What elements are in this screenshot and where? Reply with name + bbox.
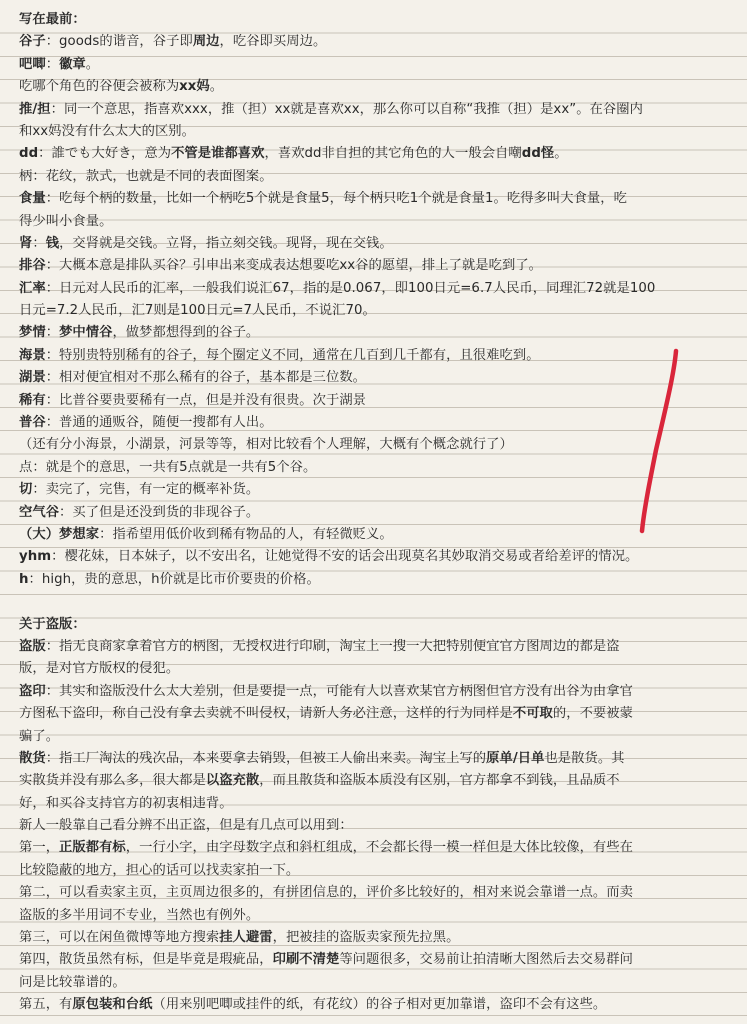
blank-line: [19, 591, 719, 613]
bold-term: （大）梦想家: [19, 526, 100, 542]
text-line: [19, 815, 719, 837]
bold-term: xx妈: [179, 79, 210, 95]
text-line: [19, 166, 719, 188]
text-run: ：指工厂淘汰的残次品，本来要拿去销毁，但被工人偷出来卖。淘宝上写的: [45, 750, 487, 766]
text-run: 第四，散货虽然有标，但是毕竟是瑕疵品，: [19, 952, 273, 968]
text-line: [19, 9, 719, 31]
bold-term: 梦情: [19, 325, 46, 341]
bold-term: 推/担: [19, 101, 51, 117]
text-line: [19, 434, 719, 456]
text-line: [19, 524, 719, 546]
bold-term: 普谷: [19, 415, 46, 431]
bold-term: 食量: [19, 191, 46, 207]
text-line: [19, 188, 719, 210]
text-run: 点：就是个的意思，一共有5点就是一共有5个谷。: [19, 459, 317, 475]
text-run: ：特别贵特别稀有的谷子，每个圈定义不同，通常在几百到几千都有，且很难吃到。: [45, 347, 540, 363]
text-line: [19, 412, 719, 434]
bold-term: 谷子: [19, 34, 46, 50]
text-run: 好，和买谷支持官方的初衷相违背。: [19, 795, 233, 811]
text-run: ：吃每个柄的数量，比如一个柄吃5个就是食量5，每个柄只吃1个就是食量1。吃得多叫大食量，吃: [45, 191, 627, 207]
bold-term: 切: [19, 482, 33, 498]
text-line: [19, 793, 719, 815]
bold-term: 空气谷: [19, 504, 60, 520]
bold-term: 梦中情谷: [59, 325, 113, 341]
text-line: [19, 949, 719, 971]
bold-term: 散货: [19, 750, 46, 766]
bold-term: 海景: [19, 347, 46, 363]
text-line: [19, 502, 719, 524]
bold-term: 不管是谁都喜欢: [171, 146, 265, 162]
text-run: 第二，可以看卖家主页，主页周边很多的，有拼团信息的，评价多比较好的，相对来说会靠谱一点。而卖: [19, 885, 633, 901]
text-line: [19, 143, 719, 165]
text-line: [19, 255, 719, 277]
text-run: ：大概本意是排队买谷？引申出来变成表达想要吃xx谷的愿望，排上了就是吃到了。: [45, 258, 543, 274]
text-line: [19, 76, 719, 98]
red-marker-stroke: [630, 345, 690, 540]
bold-term: 湖景: [19, 370, 46, 386]
text-line: [19, 345, 719, 367]
text-line: [19, 211, 719, 233]
text-line: [19, 837, 719, 859]
text-line: [19, 703, 719, 725]
text-run: 版，是对官方版权的侵犯。: [19, 661, 180, 677]
text-line: [19, 457, 719, 479]
text-run: 问是比较靠谱的。: [19, 974, 126, 990]
text-run: ，喜欢dd非自担的其它角色的人一般会自嘲: [264, 146, 522, 162]
text-run: 盗版的多半用词不专业，当然也有例外。: [19, 907, 260, 923]
bold-term: 汇率: [19, 280, 46, 296]
text-run: ：goods的谐音，谷子即: [45, 34, 193, 50]
text-run: 等问题很多，交易前让拍清晰大图然后去交易群问: [339, 952, 633, 968]
text-run: ：誰でも大好き，意为: [38, 146, 172, 162]
bold-term: 盗印: [19, 683, 46, 699]
text-line: [19, 905, 719, 927]
text-run: ：买了但是还没到货的非现谷子。: [59, 504, 260, 520]
bold-term: 挂人避雷: [219, 930, 273, 946]
text-run: ：比普谷要贵要稀有一点，但是并没有很贵。次于湖景: [45, 392, 367, 408]
text-line: [19, 569, 719, 591]
text-line: [19, 99, 719, 121]
text-line: [19, 322, 719, 344]
bold-term: yhm: [19, 549, 52, 565]
text-line: [19, 546, 719, 568]
bold-term: 钱: [45, 235, 60, 251]
bold-term: dd怪: [521, 146, 555, 162]
text-line: [19, 994, 719, 1016]
text-run: 方图私下盗印，称自己没有拿去卖就不叫侵权，请新人务必注意，这样的行为同样是: [19, 706, 513, 722]
text-run: 的，不要被蒙: [552, 706, 633, 722]
text-run: ：相对便宜相对不那么稀有的谷子，基本都是三位数。: [45, 370, 367, 386]
text-run: ：: [45, 325, 60, 341]
text-run: ，而且散货和盗版本质没有区别，官方都拿不到钱，且品质不: [259, 773, 620, 789]
text-run: ：普通的通贩谷，随便一搜都有人出。: [45, 415, 273, 431]
text-line: [19, 367, 719, 389]
text-run: ：指无良商家拿着官方的柄图，无授权进行印刷，淘宝上一搜一大把特别便宜官方图周边的都是盗: [45, 638, 620, 654]
text-run: ：日元对人民币的汇率，一般我们说汇67，指的是0.067，即100日元=6.7人民币，同理汇72就是100: [45, 280, 656, 296]
bold-term: 盗版: [19, 638, 46, 654]
text-line: [19, 233, 719, 255]
text-line: [19, 31, 719, 53]
text-line: [19, 636, 719, 658]
text-run: ，一行小字，由字母数字点和斜杠组成，不会都长得一模一样但是大体比较像，有些在: [125, 840, 633, 856]
text-line: [19, 860, 719, 882]
text-run: ：: [45, 56, 60, 72]
text-line: [19, 770, 719, 792]
text-run: ，交肾就是交钱。立肾，指立刻交钱。现肾，现在交钱。: [59, 235, 393, 251]
bold-term: 吧唧: [19, 56, 46, 72]
bold-term: 徽章: [59, 56, 86, 72]
text-run: ：high，贵的意思，h价就是比市价要贵的价格。: [28, 571, 320, 587]
text-line: [19, 121, 719, 143]
bold-term: 肾: [19, 235, 33, 251]
glossary-text: [19, 9, 719, 1017]
text-line: [19, 278, 719, 300]
bold-term: 印刷不清楚: [272, 952, 340, 968]
text-run: ：其实和盗版没什么太大差别，但是要提一点，可能有人以喜欢某官方柄图但官方没有出谷为由拿官: [45, 683, 633, 699]
text-run: 骗了。: [19, 728, 60, 744]
text-line: [19, 681, 719, 703]
text-line: [19, 390, 719, 412]
text-line: [19, 972, 719, 994]
text-line: [19, 658, 719, 680]
text-run: （用来别吧唧或挂件的纸，有花纹）的谷子相对更加靠谱，盗印不会有这些。: [152, 997, 607, 1013]
text-line: [19, 748, 719, 770]
text-run: 比较隐蔽的地方，担心的话可以找卖家拍一下。: [19, 862, 300, 878]
text-run: 。: [85, 56, 100, 72]
text-run: 新人一般靠自己看分辨不出正盗，但是有几点可以用到：: [19, 818, 353, 834]
text-line: [19, 479, 719, 501]
bold-term: 原包装和台纸: [72, 997, 153, 1013]
text-run: ：同一个意思，指喜欢xxx，推（担）xx就是喜欢xx，那么你可以自称“我推（担）是xx”。在谷圈内: [50, 101, 643, 117]
text-run: ，做梦都想得到的谷子。: [112, 325, 260, 341]
text-line: [19, 927, 719, 949]
bold-term: 不可取: [512, 706, 553, 722]
bold-term: dd: [19, 146, 39, 162]
bold-term: 排谷: [19, 258, 46, 274]
text-line: [19, 54, 719, 76]
bold-term: 正版都有标: [59, 840, 126, 856]
text-run: 日元=7.2人民币，汇7则是100日元=7人民币，不说汇70。: [19, 303, 376, 319]
text-run: 。: [554, 146, 568, 162]
text-run: 吃哪个角色的谷便会被称为: [19, 79, 180, 95]
text-line: [19, 726, 719, 748]
text-run: ：樱花妹，日本妹子，以不安出名，让她觉得不安的话会出现莫名其妙取消交易或者给差评的情况。: [51, 549, 639, 565]
bold-term: h: [19, 571, 29, 587]
text-run: 实散货并没有那么多，很大都是: [19, 773, 206, 789]
text-run: 第三，可以在闲鱼微博等地方搜索: [19, 930, 220, 946]
text-run: ，把被挂的盗版卖家预先拉黑。: [272, 930, 460, 946]
text-run: （还有分小海景，小湖景，河景等等，相对比较看个人理解，大概有个概念就行了）: [19, 437, 513, 453]
bold-term: 写在最前：: [19, 12, 86, 27]
text-run: 第一，: [19, 840, 60, 856]
text-run: ：指希望用低价收到稀有物品的人，有轻微贬义。: [99, 526, 393, 542]
text-line: [19, 882, 719, 904]
bold-term: 原单/日单: [486, 750, 545, 766]
text-run: 。: [209, 79, 224, 95]
text-run: 和xx妈没有什么太大的区别。: [19, 123, 196, 139]
text-run: ，吃谷即买周边。: [219, 34, 327, 50]
bold-term: 稀有: [19, 392, 46, 408]
text-run: 柄：花纹，款式，也就是不同的表面图案。: [19, 168, 273, 184]
text-run: ：: [32, 235, 46, 251]
bold-term: 关于盗版：: [19, 616, 86, 632]
text-line: [19, 614, 719, 636]
text-run: ：卖完了，完售，有一定的概率补货。: [32, 482, 260, 498]
text-run: 第五，有: [19, 997, 73, 1013]
text-run: 也是散货。其: [544, 750, 625, 766]
bold-term: 以盗充散: [205, 773, 260, 789]
text-run: 得少叫小食量。: [19, 213, 113, 229]
text-line: [19, 300, 719, 322]
bold-term: 周边: [192, 34, 220, 50]
